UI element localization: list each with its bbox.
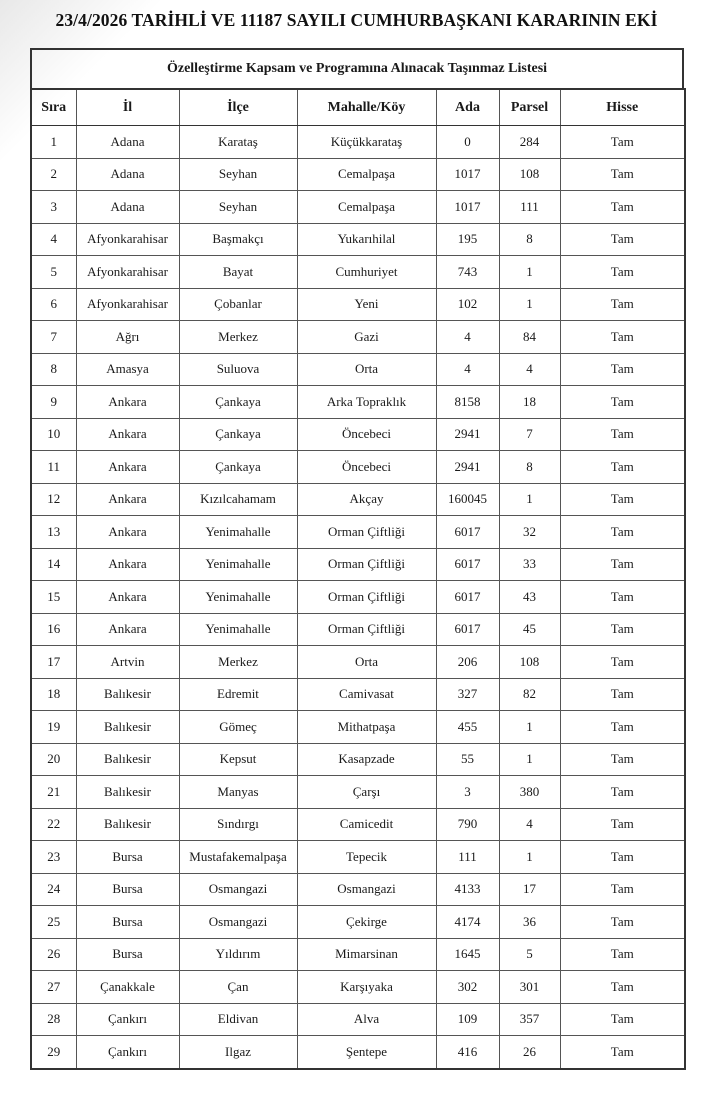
cell-ada: 2941 bbox=[436, 451, 499, 484]
cell-parsel: 43 bbox=[499, 581, 560, 614]
cell-sira: 23 bbox=[31, 841, 76, 874]
cell-parsel: 8 bbox=[499, 451, 560, 484]
cell-mahalle-koy: Camivasat bbox=[297, 678, 436, 711]
cell-sira: 4 bbox=[31, 223, 76, 256]
cell-mahalle-koy: Alva bbox=[297, 1003, 436, 1036]
table-row bbox=[31, 158, 685, 191]
cell-ada: 195 bbox=[436, 223, 499, 256]
cell-parsel: 7 bbox=[499, 418, 560, 451]
cell-sira: 24 bbox=[31, 873, 76, 906]
cell-il: Balıkesir bbox=[76, 743, 179, 776]
cell-hisse: Tam bbox=[560, 938, 685, 971]
cell-mahalle-koy: Tepecik bbox=[297, 841, 436, 874]
cell-mahalle-koy: Karşıyaka bbox=[297, 971, 436, 1004]
document-title: 23/4/2026 TARİHLİ VE 11187 SAYILI CUMHURBAŞKANI KARARININ EKİ bbox=[55, 10, 658, 30]
cell-il: Artvin bbox=[76, 646, 179, 679]
cell-il: Bursa bbox=[76, 906, 179, 939]
cell-il: Ankara bbox=[76, 483, 179, 516]
cell-ilce: Edremit bbox=[179, 678, 297, 711]
cell-hisse: Tam bbox=[560, 158, 685, 191]
table-row bbox=[31, 646, 685, 679]
cell-mahalle-koy: Cemalpaşa bbox=[297, 158, 436, 191]
cell-ilce: Kepsut bbox=[179, 743, 297, 776]
cell-ada: 6017 bbox=[436, 516, 499, 549]
cell-parsel: 4 bbox=[499, 353, 560, 386]
table-row bbox=[31, 483, 685, 516]
cell-ilce: Çankaya bbox=[179, 451, 297, 484]
cell-mahalle-koy: Orta bbox=[297, 646, 436, 679]
cell-mahalle-koy: Orman Çiftliği bbox=[297, 516, 436, 549]
cell-hisse: Tam bbox=[560, 646, 685, 679]
cell-sira: 1 bbox=[31, 126, 76, 159]
cell-parsel: 380 bbox=[499, 776, 560, 809]
header-mahalle-koy: Mahalle/Köy bbox=[297, 89, 436, 126]
table-row bbox=[31, 776, 685, 809]
cell-ada: 4 bbox=[436, 321, 499, 354]
cell-ada: 0 bbox=[436, 126, 499, 159]
cell-il: Bursa bbox=[76, 938, 179, 971]
cell-ilce: Çobanlar bbox=[179, 288, 297, 321]
cell-sira: 27 bbox=[31, 971, 76, 1004]
cell-ada: 6017 bbox=[436, 613, 499, 646]
cell-mahalle-koy: Mimarsinan bbox=[297, 938, 436, 971]
table-header-row bbox=[31, 89, 685, 126]
cell-parsel: 33 bbox=[499, 548, 560, 581]
cell-parsel: 36 bbox=[499, 906, 560, 939]
cell-hisse: Tam bbox=[560, 1036, 685, 1069]
cell-il: Ağrı bbox=[76, 321, 179, 354]
cell-hisse: Tam bbox=[560, 776, 685, 809]
cell-il: Çankırı bbox=[76, 1036, 179, 1069]
cell-parsel: 1 bbox=[499, 288, 560, 321]
table-row bbox=[31, 288, 685, 321]
cell-hisse: Tam bbox=[560, 581, 685, 614]
cell-hisse: Tam bbox=[560, 906, 685, 939]
cell-ilce: Osmangazi bbox=[179, 873, 297, 906]
cell-il: Bursa bbox=[76, 873, 179, 906]
cell-sira: 7 bbox=[31, 321, 76, 354]
cell-ada: 790 bbox=[436, 808, 499, 841]
cell-ada: 1645 bbox=[436, 938, 499, 971]
cell-hisse: Tam bbox=[560, 841, 685, 874]
cell-mahalle-koy: Şentepe bbox=[297, 1036, 436, 1069]
table-row bbox=[31, 191, 685, 224]
cell-il: Afyonkarahisar bbox=[76, 256, 179, 289]
cell-il: Ankara bbox=[76, 548, 179, 581]
cell-mahalle-koy: Mithatpaşa bbox=[297, 711, 436, 744]
cell-hisse: Tam bbox=[560, 483, 685, 516]
cell-hisse: Tam bbox=[560, 126, 685, 159]
cell-mahalle-koy: Orman Çiftliği bbox=[297, 613, 436, 646]
cell-hisse: Tam bbox=[560, 1003, 685, 1036]
cell-hisse: Tam bbox=[560, 386, 685, 419]
cell-il: Balıkesir bbox=[76, 808, 179, 841]
cell-mahalle-koy: Akçay bbox=[297, 483, 436, 516]
cell-ilce: Kızılcahamam bbox=[179, 483, 297, 516]
table-row bbox=[31, 971, 685, 1004]
cell-hisse: Tam bbox=[560, 711, 685, 744]
cell-hisse: Tam bbox=[560, 223, 685, 256]
cell-il: Adana bbox=[76, 126, 179, 159]
cell-mahalle-koy: Öncebeci bbox=[297, 451, 436, 484]
cell-sira: 13 bbox=[31, 516, 76, 549]
header-sira: Sıra bbox=[31, 89, 76, 126]
cell-ilce: Çan bbox=[179, 971, 297, 1004]
cell-hisse: Tam bbox=[560, 418, 685, 451]
table-row bbox=[31, 451, 685, 484]
table-row bbox=[31, 581, 685, 614]
cell-hisse: Tam bbox=[560, 971, 685, 1004]
cell-ilce: Manyas bbox=[179, 776, 297, 809]
cell-sira: 20 bbox=[31, 743, 76, 776]
cell-mahalle-koy: Arka Topraklık bbox=[297, 386, 436, 419]
cell-parsel: 301 bbox=[499, 971, 560, 1004]
cell-il: Afyonkarahisar bbox=[76, 288, 179, 321]
cell-hisse: Tam bbox=[560, 548, 685, 581]
cell-ada: 1017 bbox=[436, 158, 499, 191]
cell-il: Ankara bbox=[76, 613, 179, 646]
cell-hisse: Tam bbox=[560, 613, 685, 646]
cell-parsel: 5 bbox=[499, 938, 560, 971]
table-row bbox=[31, 516, 685, 549]
cell-ilce: Seyhan bbox=[179, 191, 297, 224]
cell-ilce: Suluova bbox=[179, 353, 297, 386]
cell-il: Balıkesir bbox=[76, 776, 179, 809]
cell-hisse: Tam bbox=[560, 873, 685, 906]
table-row bbox=[31, 873, 685, 906]
cell-sira: 3 bbox=[31, 191, 76, 224]
cell-ilce: Çankaya bbox=[179, 418, 297, 451]
cell-il: Ankara bbox=[76, 451, 179, 484]
cell-parsel: 32 bbox=[499, 516, 560, 549]
cell-sira: 22 bbox=[31, 808, 76, 841]
table-row bbox=[31, 223, 685, 256]
cell-il: Çankırı bbox=[76, 1003, 179, 1036]
table-row bbox=[31, 613, 685, 646]
cell-sira: 15 bbox=[31, 581, 76, 614]
cell-ilce: Yenimahalle bbox=[179, 516, 297, 549]
cell-hisse: Tam bbox=[560, 808, 685, 841]
cell-ada: 160045 bbox=[436, 483, 499, 516]
cell-sira: 8 bbox=[31, 353, 76, 386]
cell-sira: 10 bbox=[31, 418, 76, 451]
cell-ilce: Yıldırım bbox=[179, 938, 297, 971]
cell-mahalle-koy: Orman Çiftliği bbox=[297, 581, 436, 614]
cell-ilce: Eldivan bbox=[179, 1003, 297, 1036]
cell-ilce: Başmakçı bbox=[179, 223, 297, 256]
table-row bbox=[31, 321, 685, 354]
cell-mahalle-koy: Küçükkarataş bbox=[297, 126, 436, 159]
cell-ilce: Mustafakemalpaşa bbox=[179, 841, 297, 874]
table-body bbox=[31, 126, 685, 1069]
cell-ilce: Seyhan bbox=[179, 158, 297, 191]
header-il: İl bbox=[76, 89, 179, 126]
table-row bbox=[31, 938, 685, 971]
header-hisse: Hisse bbox=[560, 89, 685, 126]
cell-ilce: Karataş bbox=[179, 126, 297, 159]
cell-sira: 14 bbox=[31, 548, 76, 581]
cell-ilce: Çankaya bbox=[179, 386, 297, 419]
cell-ilce: Yenimahalle bbox=[179, 548, 297, 581]
cell-parsel: 1 bbox=[499, 711, 560, 744]
cell-ilce: Merkez bbox=[179, 321, 297, 354]
cell-sira: 12 bbox=[31, 483, 76, 516]
header-ada: Ada bbox=[436, 89, 499, 126]
table-row bbox=[31, 1003, 685, 1036]
cell-il: Ankara bbox=[76, 418, 179, 451]
cell-sira: 29 bbox=[31, 1036, 76, 1069]
cell-ada: 3 bbox=[436, 776, 499, 809]
cell-il: Balıkesir bbox=[76, 711, 179, 744]
cell-ada: 6017 bbox=[436, 548, 499, 581]
cell-hisse: Tam bbox=[560, 321, 685, 354]
cell-parsel: 82 bbox=[499, 678, 560, 711]
table-row bbox=[31, 711, 685, 744]
cell-hisse: Tam bbox=[560, 516, 685, 549]
cell-sira: 9 bbox=[31, 386, 76, 419]
cell-parsel: 1 bbox=[499, 256, 560, 289]
cell-ada: 327 bbox=[436, 678, 499, 711]
property-table bbox=[30, 88, 686, 1070]
cell-parsel: 357 bbox=[499, 1003, 560, 1036]
cell-hisse: Tam bbox=[560, 353, 685, 386]
cell-il: Afyonkarahisar bbox=[76, 223, 179, 256]
cell-ada: 4174 bbox=[436, 906, 499, 939]
cell-ilce: Yenimahalle bbox=[179, 581, 297, 614]
cell-parsel: 8 bbox=[499, 223, 560, 256]
cell-ada: 1017 bbox=[436, 191, 499, 224]
cell-sira: 28 bbox=[31, 1003, 76, 1036]
cell-parsel: 108 bbox=[499, 646, 560, 679]
cell-il: Ankara bbox=[76, 516, 179, 549]
cell-ilce: Merkez bbox=[179, 646, 297, 679]
cell-ilce: Ilgaz bbox=[179, 1036, 297, 1069]
cell-sira: 21 bbox=[31, 776, 76, 809]
cell-parsel: 45 bbox=[499, 613, 560, 646]
cell-parsel: 1 bbox=[499, 743, 560, 776]
cell-hisse: Tam bbox=[560, 451, 685, 484]
property-list bbox=[30, 48, 684, 1070]
cell-ada: 2941 bbox=[436, 418, 499, 451]
cell-il: Amasya bbox=[76, 353, 179, 386]
table-row bbox=[31, 126, 685, 159]
cell-hisse: Tam bbox=[560, 191, 685, 224]
cell-il: Balıkesir bbox=[76, 678, 179, 711]
cell-ada: 4133 bbox=[436, 873, 499, 906]
cell-hisse: Tam bbox=[560, 678, 685, 711]
cell-mahalle-koy: Yukarıhilal bbox=[297, 223, 436, 256]
table-row bbox=[31, 678, 685, 711]
cell-hisse: Tam bbox=[560, 288, 685, 321]
table-row bbox=[31, 743, 685, 776]
table-row bbox=[31, 548, 685, 581]
cell-parsel: 4 bbox=[499, 808, 560, 841]
cell-ada: 4 bbox=[436, 353, 499, 386]
cell-ilce: Osmangazi bbox=[179, 906, 297, 939]
table-row bbox=[31, 808, 685, 841]
cell-ada: 302 bbox=[436, 971, 499, 1004]
cell-sira: 11 bbox=[31, 451, 76, 484]
cell-mahalle-koy: Orman Çiftliği bbox=[297, 548, 436, 581]
cell-il: Adana bbox=[76, 158, 179, 191]
table-row bbox=[31, 256, 685, 289]
cell-mahalle-koy: Osmangazi bbox=[297, 873, 436, 906]
cell-mahalle-koy: Yeni bbox=[297, 288, 436, 321]
cell-parsel: 108 bbox=[499, 158, 560, 191]
header-ilce: İlçe bbox=[179, 89, 297, 126]
cell-sira: 2 bbox=[31, 158, 76, 191]
cell-parsel: 18 bbox=[499, 386, 560, 419]
cell-mahalle-koy: Gazi bbox=[297, 321, 436, 354]
cell-sira: 5 bbox=[31, 256, 76, 289]
cell-sira: 16 bbox=[31, 613, 76, 646]
cell-mahalle-koy: Kasapzade bbox=[297, 743, 436, 776]
cell-ada: 6017 bbox=[436, 581, 499, 614]
cell-mahalle-koy: Öncebeci bbox=[297, 418, 436, 451]
cell-mahalle-koy: Çarşı bbox=[297, 776, 436, 809]
cell-parsel: 26 bbox=[499, 1036, 560, 1069]
cell-parsel: 284 bbox=[499, 126, 560, 159]
table-row bbox=[31, 906, 685, 939]
cell-il: Ankara bbox=[76, 581, 179, 614]
table-row bbox=[31, 418, 685, 451]
cell-ada: 206 bbox=[436, 646, 499, 679]
cell-ada: 55 bbox=[436, 743, 499, 776]
cell-il: Bursa bbox=[76, 841, 179, 874]
cell-parsel: 111 bbox=[499, 191, 560, 224]
cell-ilce: Yenimahalle bbox=[179, 613, 297, 646]
cell-ada: 8158 bbox=[436, 386, 499, 419]
cell-sira: 6 bbox=[31, 288, 76, 321]
table-row bbox=[31, 1036, 685, 1069]
cell-ada: 109 bbox=[436, 1003, 499, 1036]
cell-ada: 743 bbox=[436, 256, 499, 289]
cell-parsel: 17 bbox=[499, 873, 560, 906]
cell-mahalle-koy: Orta bbox=[297, 353, 436, 386]
cell-parsel: 1 bbox=[499, 483, 560, 516]
cell-mahalle-koy: Cumhuriyet bbox=[297, 256, 436, 289]
cell-sira: 19 bbox=[31, 711, 76, 744]
cell-il: Çanakkale bbox=[76, 971, 179, 1004]
table-row bbox=[31, 386, 685, 419]
cell-ada: 111 bbox=[436, 841, 499, 874]
cell-sira: 17 bbox=[31, 646, 76, 679]
cell-mahalle-koy: Cemalpaşa bbox=[297, 191, 436, 224]
cell-sira: 18 bbox=[31, 678, 76, 711]
table-row bbox=[31, 353, 685, 386]
cell-il: Ankara bbox=[76, 386, 179, 419]
cell-ada: 455 bbox=[436, 711, 499, 744]
cell-parsel: 1 bbox=[499, 841, 560, 874]
cell-mahalle-koy: Çekirge bbox=[297, 906, 436, 939]
cell-hisse: Tam bbox=[560, 743, 685, 776]
cell-hisse: Tam bbox=[560, 256, 685, 289]
cell-mahalle-koy: Camicedit bbox=[297, 808, 436, 841]
cell-ilce: Sındırgı bbox=[179, 808, 297, 841]
cell-ilce: Gömeç bbox=[179, 711, 297, 744]
cell-sira: 26 bbox=[31, 938, 76, 971]
table-caption: Özelleştirme Kapsam ve Programına Alınacak Taşınmaz Listesi bbox=[30, 48, 684, 88]
header-parsel: Parsel bbox=[499, 89, 560, 126]
cell-ada: 416 bbox=[436, 1036, 499, 1069]
cell-ada: 102 bbox=[436, 288, 499, 321]
cell-il: Adana bbox=[76, 191, 179, 224]
table-row bbox=[31, 841, 685, 874]
cell-ilce: Bayat bbox=[179, 256, 297, 289]
cell-sira: 25 bbox=[31, 906, 76, 939]
cell-parsel: 84 bbox=[499, 321, 560, 354]
